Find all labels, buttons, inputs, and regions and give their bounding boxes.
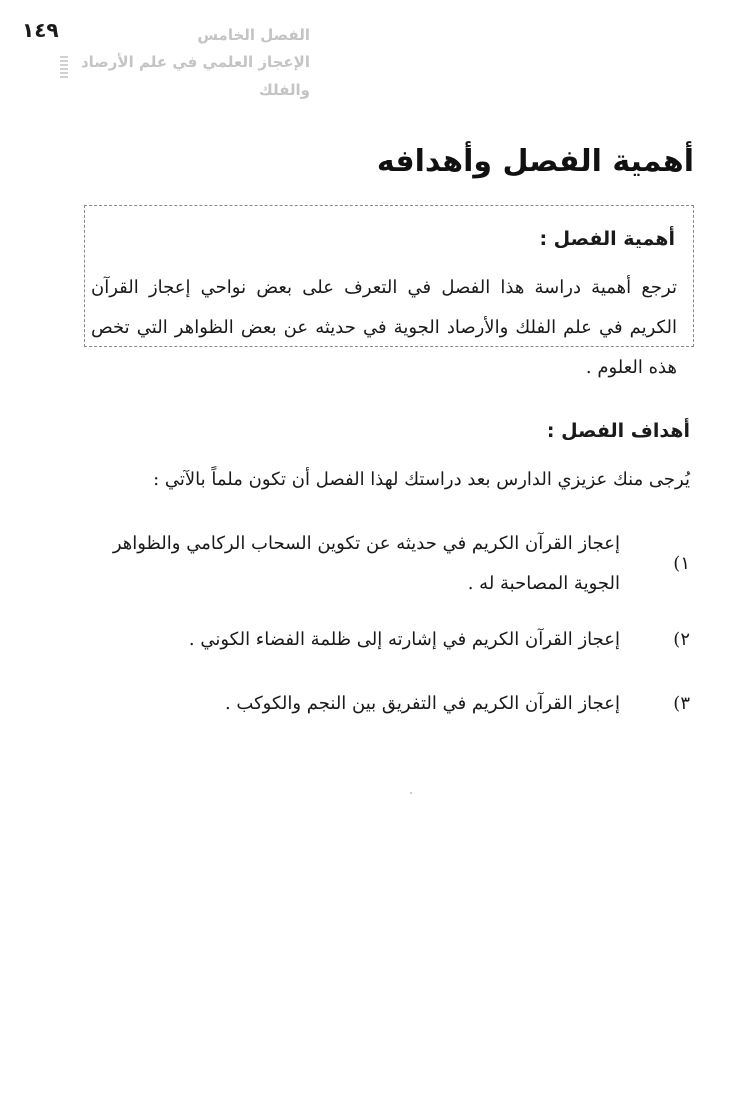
scan-speck xyxy=(410,792,412,794)
running-header-chapter: الفصل الخامس xyxy=(197,26,310,44)
importance-box xyxy=(84,205,694,378)
goal-item xyxy=(70,684,690,724)
page-title: أهمية الفصل وأهدافه xyxy=(376,144,694,179)
goal-text: إعجاز القرآن الكريم في إشارته إلى ظلمة الفضاء الكوني . xyxy=(188,629,620,650)
goal-number: ٢) xyxy=(673,629,690,650)
running-header-subject: الإعجاز العلمي في علم الأرصاد والفلك xyxy=(80,53,310,99)
importance-body: ترجع أهمية دراسة هذا الفصل في التعرف على بعض نواحي إعجاز القرآن الكريم في علم الفلك والأرصاد الجوية في حديثه عن بعض الظواهر التي تخص هذه العلوم . xyxy=(91,277,677,378)
goal-number: ٣) xyxy=(673,693,690,714)
importance-heading: أهمية الفصل : xyxy=(539,228,675,250)
goal-number: ١) xyxy=(673,553,690,574)
goals-intro: يُرجى منك عزيزي الدارس بعد دراستك لهذا الفصل أن تكون ملماً بالآتي : xyxy=(153,469,690,490)
header-mark xyxy=(60,56,68,78)
goal-text: إعجاز القرآن الكريم في التفريق بين النجم والكوكب . xyxy=(224,693,620,714)
page-number: ١٤٩ xyxy=(22,18,59,42)
goal-item xyxy=(70,524,690,606)
goal-text: إعجاز القرآن الكريم في حديثه عن تكوين السحاب الركامي والظواهر الجوية المصاحبة له . xyxy=(112,533,620,594)
running-header xyxy=(60,22,310,104)
goals-heading: أهداف الفصل : xyxy=(546,420,690,442)
goal-item xyxy=(70,620,690,660)
